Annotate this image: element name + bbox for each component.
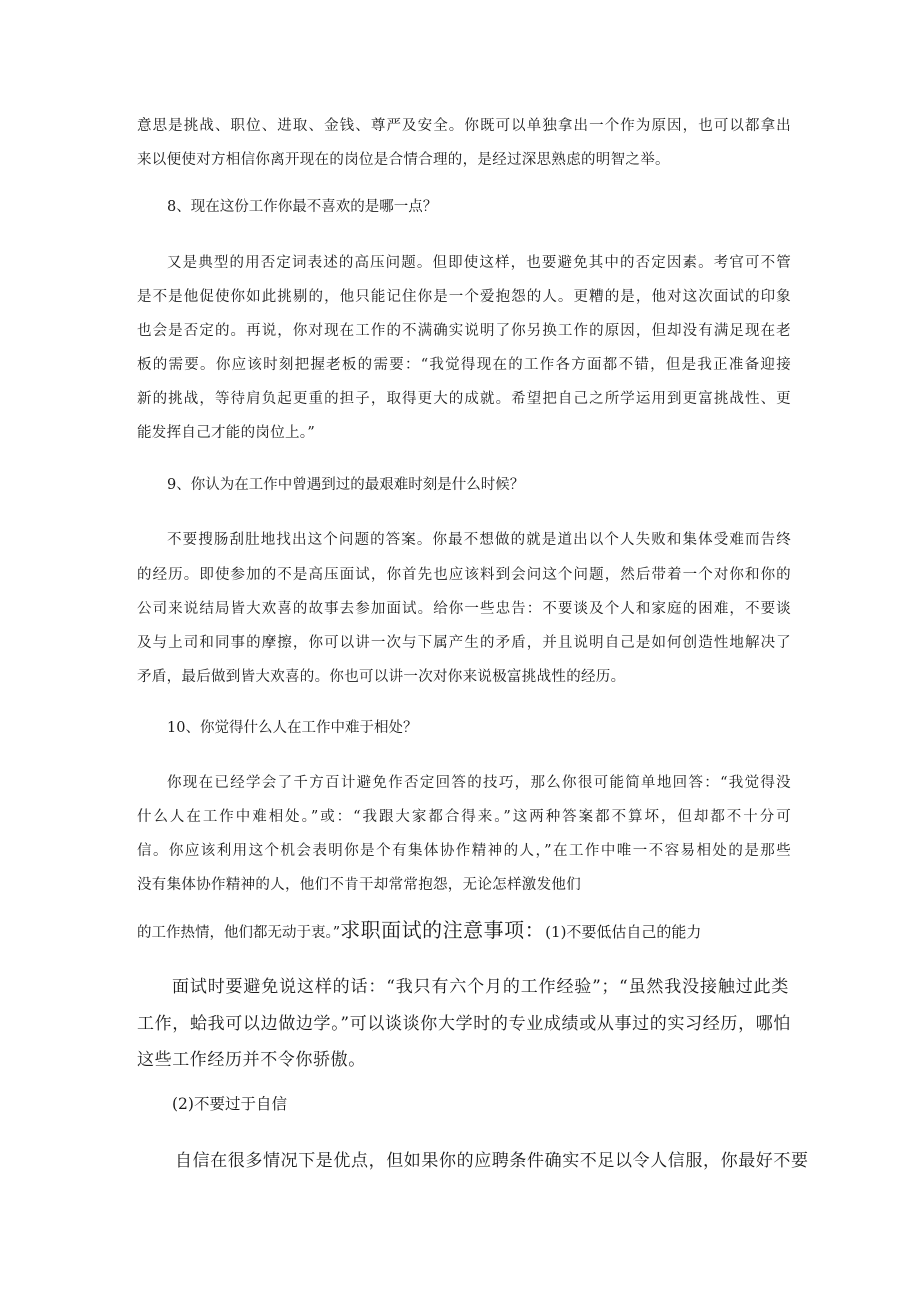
q10-tail: 的工作热情，他们都无动于衷。” [137, 925, 341, 941]
q9-line-2: 的经历。即使参加的不是高压面试，你首先也应该料到会问这个问题，然后带着一个对你和你的 [137, 567, 791, 583]
note-1-title: (1)不要低估自己的能力 [545, 923, 702, 941]
q8-line-2: 是不是他促使你如此挑剔的，他只能记住你是一个爱抱怨的人。更糟的是，他对这次面试的印象 [137, 289, 791, 305]
note-1-line-2: 工作，蛤我可以边做边学。”可以谈谈你大学时的专业成绩或从事过的实习经历，哪怕 [137, 1014, 791, 1034]
q9-line-4: 及与上司和同事的摩擦，你可以讲一次与下属产生的矛盾，并且说明自己是如何创造性地解决了 [137, 635, 791, 651]
q8-line-6: 能发挥自己才能的岗位上。” [137, 425, 316, 441]
q10-line-2: 什么人在工作中难相处。”或：“我跟大家都合得来。”这两种答案都不算坏，但却都不十分可 [137, 809, 791, 825]
q8-line-4: 板的需要。你应该时刻把握老板的需要：“我觉得现在的工作各方面都不错，但是我正准备迎接 [137, 357, 791, 373]
q8-line-5: 新的挑战，等待肩负起更重的担子，取得更大的成就。希望把自己之所学运用到更富挑战性、更 [137, 391, 791, 407]
notes-heading: 求职面试的注意事项： [340, 918, 546, 942]
note-1-line-3: 这些工作经历并不令你骄傲。 [137, 1050, 366, 1070]
q9-line-5: 矛盾，最后做到皆大欢喜的。你也可以讲一次对你来说极富挑战性的经历。 [137, 669, 626, 685]
note-2-title: (2)不要过于自信 [172, 1095, 287, 1113]
q8-line-1: 又是典型的用否定词表述的高压问题。但即使这样，也要避免其中的否定因素。考官可不管 [167, 255, 791, 271]
q9-line-1: 不要搜肠刮肚地找出这个问题的答案。你最不想做的就是道出以个人失败和集体受难而告终 [167, 532, 791, 548]
intro-line-2: 来以便使对方相信你离开现在的岗位是合情合理的，是经过深思熟虑的明智之举。 [137, 152, 670, 168]
intro-line-1: 意思是挑战、职位、进取、金钱、尊严及安全。你既可以单独拿出一个作为原因，也可以都拿出 [137, 118, 791, 134]
notes-heading-line [137, 918, 701, 945]
q10-line-1: 你现在已经学会了千方百计避免作否定回答的技巧，那么你很可能简单地回答：“我觉得没 [167, 775, 791, 791]
q9-line-3: 公司来说结局皆大欢喜的故事去参加面试。给你一些忠告：不要谈及个人和家庭的困难，不要谈 [137, 601, 791, 617]
question-10: 10、你觉得什么人在工作中难于相处？ [167, 720, 418, 736]
q10-line-4: 没有集体协作精神的人，他们不肯干却常常抱怨，无论怎样激发他们 [137, 877, 581, 893]
note-1-line-1: 面试时要避免说这样的话：“我只有六个月的工作经验”；“虽然我没接触过此类 [172, 977, 789, 997]
q10-line-3: 信。你应该利用这个机会表明你是个有集体协作精神的人，”在工作中唯一不容易相处的是那些 [137, 843, 791, 859]
note-2-line-1: 自信在很多情况下是优点，但如果你的应聘条件确实不足以令人信服，你最好不要 [175, 1151, 809, 1171]
question-8: 8、现在这份工作你最不喜欢的是哪一点？ [167, 199, 438, 215]
q8-line-3: 也会是否定的。再说，你对现在工作的不满确实说明了你另换工作的原因，但却没有满足现在老 [137, 323, 791, 339]
question-9: 9、你认为在工作中曾遇到过的最艰难时刻是什么时候？ [167, 477, 525, 493]
